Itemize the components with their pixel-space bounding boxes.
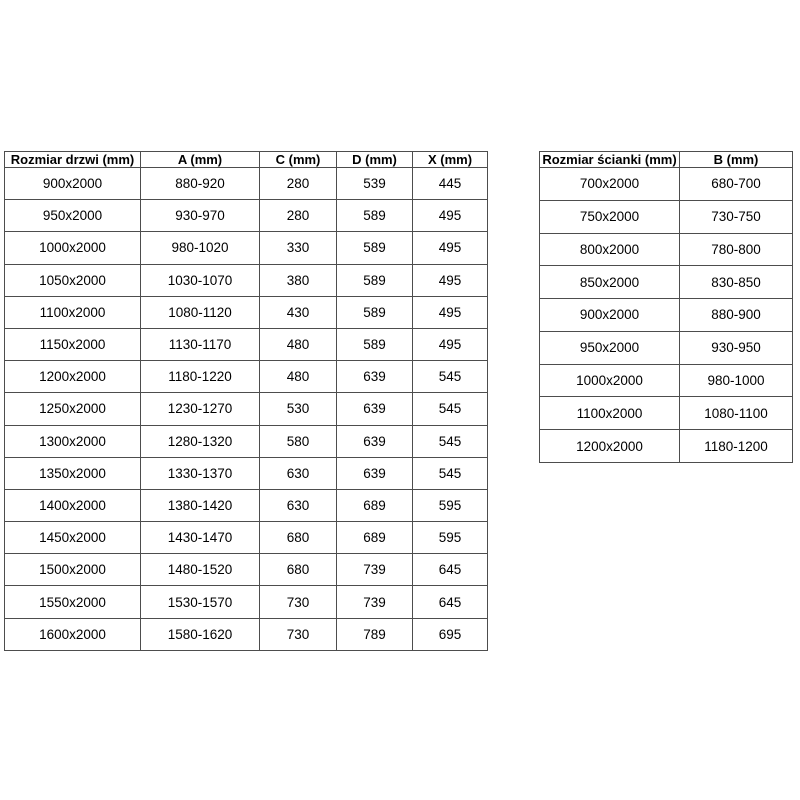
- table-cell: 639: [337, 361, 413, 393]
- table-cell: 589: [337, 264, 413, 296]
- table-cell: 1180-1200: [680, 430, 793, 463]
- table-row: [5, 393, 488, 425]
- table-row: [540, 331, 793, 364]
- table-cell: 689: [337, 522, 413, 554]
- table-cell: 1430-1470: [141, 522, 260, 554]
- table-cell: 545: [413, 425, 488, 457]
- table-cell: 280: [260, 200, 337, 232]
- table-cell: 1330-1370: [141, 457, 260, 489]
- table-cell: 480: [260, 361, 337, 393]
- table-cell: 1080-1120: [141, 296, 260, 328]
- table-row: [5, 328, 488, 360]
- table-cell: 1050x2000: [5, 264, 141, 296]
- table-cell: 950x2000: [540, 331, 680, 364]
- table-cell: 580: [260, 425, 337, 457]
- table-cell: 495: [413, 328, 488, 360]
- table-cell: 1550x2000: [5, 586, 141, 618]
- table-row: [540, 168, 793, 201]
- table-cell: 680: [260, 522, 337, 554]
- table-cell: 1580-1620: [141, 618, 260, 650]
- table-row: [5, 232, 488, 264]
- table-row: [5, 200, 488, 232]
- column-header: X (mm): [413, 152, 488, 168]
- table-row: [5, 554, 488, 586]
- table-cell: 1450x2000: [5, 522, 141, 554]
- table-cell: 689: [337, 489, 413, 521]
- table-row: [5, 489, 488, 521]
- table-cell: 730: [260, 586, 337, 618]
- table-cell: 930-950: [680, 331, 793, 364]
- wall-panel-dimensions-table: [539, 151, 793, 463]
- column-header: Rozmiar drzwi (mm): [5, 152, 141, 168]
- column-header: B (mm): [680, 152, 793, 168]
- table-cell: 789: [337, 618, 413, 650]
- table-cell: 1100x2000: [540, 397, 680, 430]
- table-cell: 730-750: [680, 200, 793, 233]
- table-cell: 1180-1220: [141, 361, 260, 393]
- table-cell: 1350x2000: [5, 457, 141, 489]
- table-cell: 330: [260, 232, 337, 264]
- table-cell: 1230-1270: [141, 393, 260, 425]
- table-cell: 900x2000: [5, 168, 141, 200]
- table-cell: 639: [337, 393, 413, 425]
- table-cell: 589: [337, 296, 413, 328]
- table-cell: 980-1020: [141, 232, 260, 264]
- table-cell: 900x2000: [540, 299, 680, 332]
- table-cell: 1300x2000: [5, 425, 141, 457]
- table-row: [5, 264, 488, 296]
- table-cell: 1000x2000: [540, 364, 680, 397]
- table-cell: 1250x2000: [5, 393, 141, 425]
- table-cell: 589: [337, 232, 413, 264]
- table-cell: 739: [337, 554, 413, 586]
- table-cell: 1600x2000: [5, 618, 141, 650]
- table-cell: 630: [260, 489, 337, 521]
- table-cell: 1000x2000: [5, 232, 141, 264]
- column-header: Rozmiar ścianki (mm): [540, 152, 680, 168]
- table-cell: 539: [337, 168, 413, 200]
- table-cell: 495: [413, 264, 488, 296]
- table-row: [5, 168, 488, 200]
- table-cell: 589: [337, 200, 413, 232]
- table-row: [5, 296, 488, 328]
- table-row: [540, 397, 793, 430]
- table-cell: 930-970: [141, 200, 260, 232]
- table-row: [5, 425, 488, 457]
- table-cell: 739: [337, 586, 413, 618]
- table-cell: 545: [413, 457, 488, 489]
- table-cell: 830-850: [680, 266, 793, 299]
- table-row: [540, 299, 793, 332]
- column-header: A (mm): [141, 152, 260, 168]
- table-cell: 280: [260, 168, 337, 200]
- table-cell: 800x2000: [540, 233, 680, 266]
- table-row: [540, 200, 793, 233]
- table-cell: 380: [260, 264, 337, 296]
- table-row: [540, 364, 793, 397]
- table-cell: 639: [337, 457, 413, 489]
- table-row: [540, 430, 793, 463]
- table-cell: 730: [260, 618, 337, 650]
- table-row: [540, 233, 793, 266]
- table-cell: 1500x2000: [5, 554, 141, 586]
- table-cell: 1150x2000: [5, 328, 141, 360]
- table-row: [5, 586, 488, 618]
- column-header: C (mm): [260, 152, 337, 168]
- table-cell: 445: [413, 168, 488, 200]
- table-cell: 880-900: [680, 299, 793, 332]
- table-cell: 1400x2000: [5, 489, 141, 521]
- table-cell: 1530-1570: [141, 586, 260, 618]
- table-cell: 1130-1170: [141, 328, 260, 360]
- table-cell: 1200x2000: [5, 361, 141, 393]
- table-cell: 480: [260, 328, 337, 360]
- table-cell: 589: [337, 328, 413, 360]
- table-row: [540, 266, 793, 299]
- table-cell: 1030-1070: [141, 264, 260, 296]
- table-cell: 495: [413, 200, 488, 232]
- table-cell: 1380-1420: [141, 489, 260, 521]
- table-cell: 545: [413, 393, 488, 425]
- table-cell: 950x2000: [5, 200, 141, 232]
- table-row: [5, 522, 488, 554]
- table-cell: 680-700: [680, 168, 793, 201]
- wall-table-header-row: [540, 152, 793, 168]
- table-cell: 700x2000: [540, 168, 680, 201]
- table-cell: 630: [260, 457, 337, 489]
- column-header: D (mm): [337, 152, 413, 168]
- table-cell: 545: [413, 361, 488, 393]
- table-cell: 495: [413, 296, 488, 328]
- table-row: [5, 618, 488, 650]
- table-cell: 680: [260, 554, 337, 586]
- table-cell: 880-920: [141, 168, 260, 200]
- table-cell: 780-800: [680, 233, 793, 266]
- table-cell: 595: [413, 489, 488, 521]
- table-row: [5, 457, 488, 489]
- table-cell: 645: [413, 586, 488, 618]
- door-dimensions-table: [4, 151, 488, 651]
- table-cell: 1280-1320: [141, 425, 260, 457]
- table-cell: 1200x2000: [540, 430, 680, 463]
- table-row: [5, 361, 488, 393]
- table-cell: 1480-1520: [141, 554, 260, 586]
- table-cell: 695: [413, 618, 488, 650]
- door-table-header-row: [5, 152, 488, 168]
- table-cell: 850x2000: [540, 266, 680, 299]
- table-cell: 639: [337, 425, 413, 457]
- table-cell: 430: [260, 296, 337, 328]
- table-cell: 595: [413, 522, 488, 554]
- table-cell: 1100x2000: [5, 296, 141, 328]
- table-cell: 495: [413, 232, 488, 264]
- table-cell: 980-1000: [680, 364, 793, 397]
- table-cell: 645: [413, 554, 488, 586]
- table-cell: 750x2000: [540, 200, 680, 233]
- table-cell: 530: [260, 393, 337, 425]
- table-cell: 1080-1100: [680, 397, 793, 430]
